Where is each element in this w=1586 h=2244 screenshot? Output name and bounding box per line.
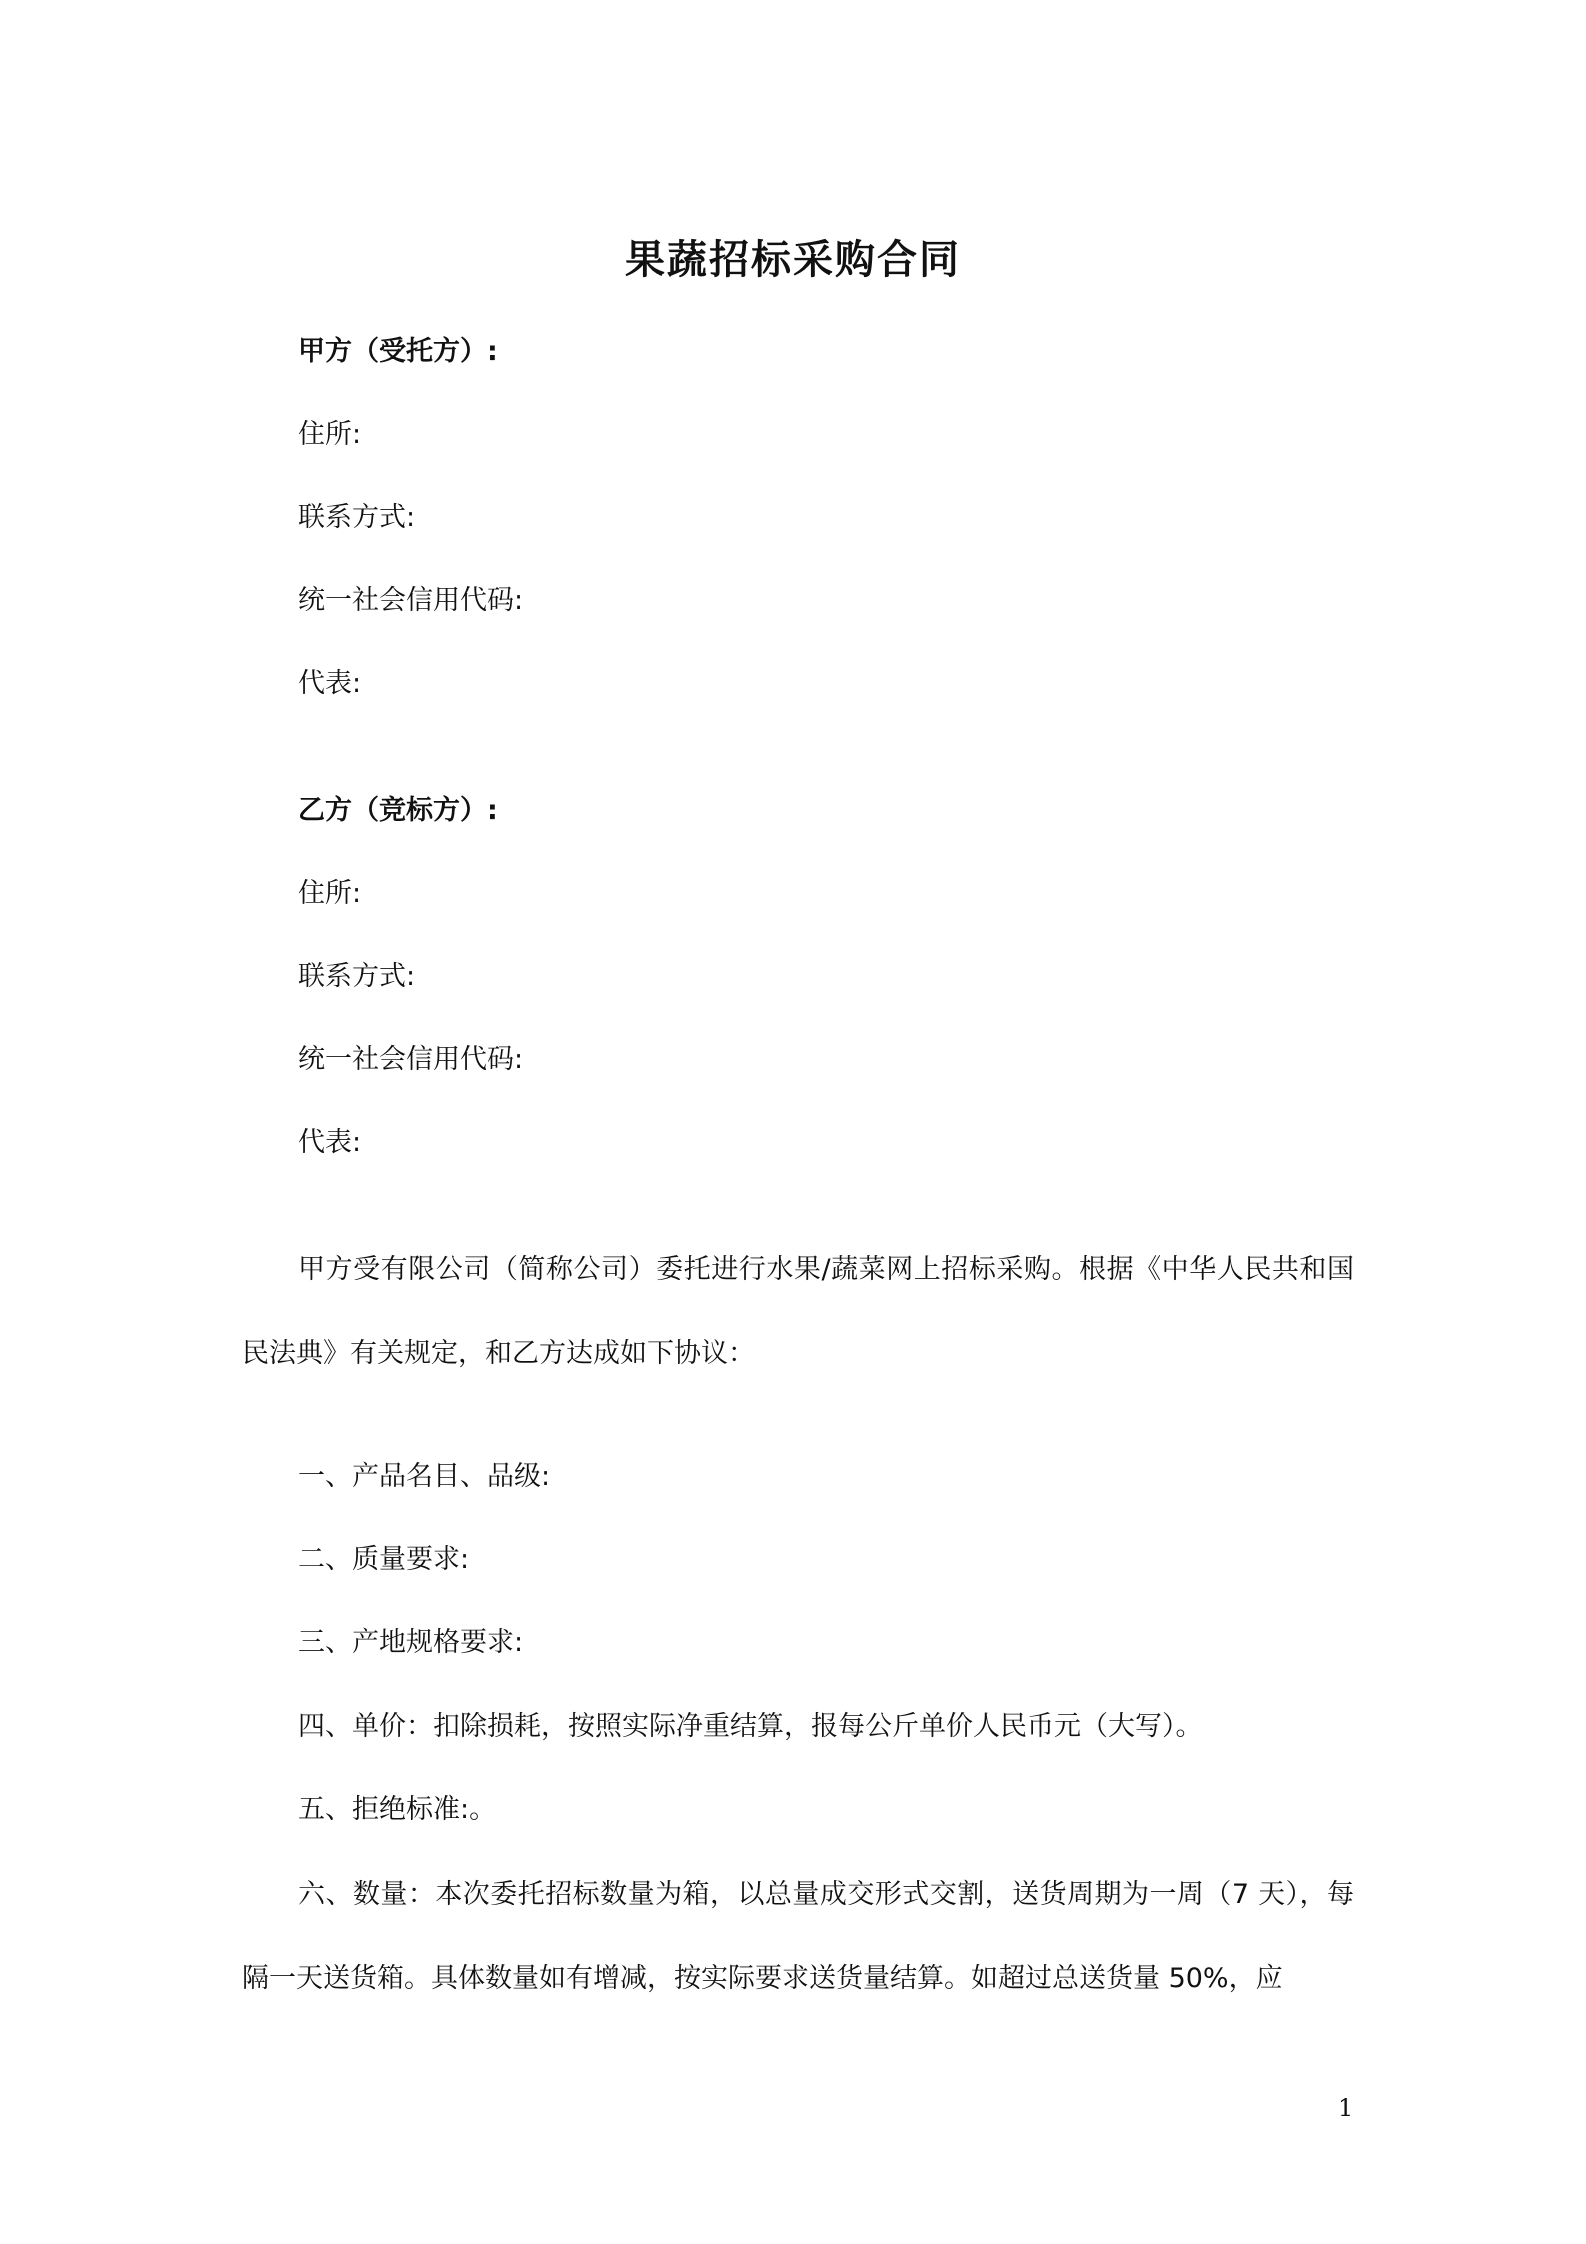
page-number: 1	[1338, 2094, 1354, 2122]
preamble-paragraph: 甲方受有限公司（简称公司）委托进行水果/蔬菜网上招标采购。根据《中华人民共和国民法典》有关规定，和乙方达成如下协议：	[242, 1254, 1354, 1369]
document-title: 果蔬招标采购合同	[625, 237, 961, 283]
party-b-address-label: 住所:	[298, 878, 362, 909]
party-a-address-label: 住所:	[298, 419, 362, 450]
party-b-credit-code-label: 统一社会信用代码:	[298, 1044, 524, 1075]
party-b-heading: 乙方（竞标方）:	[298, 795, 498, 826]
clause-six-paragraph: 六、数量：本次委托招标数量为箱，以总量成交形式交割，送货周期为一周（7 天），每隔一天送货箱。具体数量如有增减，按实际要求送货量结算。如超过总送货量 50%，应	[242, 1879, 1354, 1994]
party-a-contact-label: 联系方式:	[298, 502, 416, 533]
clause-item: 四、单价：扣除损耗，按照实际净重结算，报每公斤单价人民币元（大写）。	[298, 1711, 1203, 1742]
party-a-credit-code-label: 统一社会信用代码:	[298, 585, 524, 616]
clause-item: 一、产品名目、品级:	[298, 1461, 551, 1492]
clause-item: 五、拒绝标准:。	[298, 1794, 497, 1825]
party-a-heading: 甲方（受托方）:	[298, 336, 498, 367]
party-a-representative-label: 代表:	[298, 668, 362, 699]
party-b-contact-label: 联系方式:	[298, 961, 416, 992]
clause-item: 二、质量要求:	[298, 1544, 470, 1575]
clause-item: 三、产地规格要求:	[298, 1627, 524, 1658]
party-b-representative-label: 代表:	[298, 1127, 362, 1158]
